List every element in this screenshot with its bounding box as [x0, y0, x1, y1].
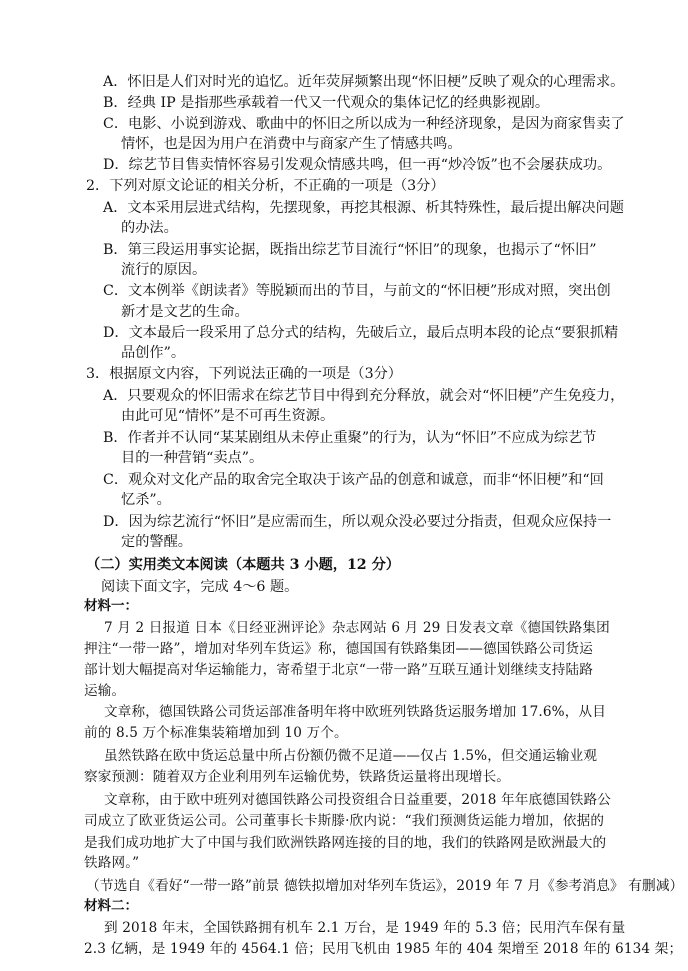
option-line: C．观众对文化产品的取舍完全取决于该产品的创意和诚意，而非“怀旧梗”和“回: [103, 472, 604, 488]
paragraph-line: 铁路网。”: [84, 855, 140, 871]
option-line: A．只要观众的怀旧需求在综艺节目中得到充分释放，就会对“怀旧梗”产生免疫力，: [103, 388, 625, 404]
option-line: C．文本例举《朗读者》等脱颖而出的节目，与前文的“怀旧梗”形成对照，突出创: [103, 283, 611, 299]
question-line: 2．下列对原文论证的相关分析，不正确的一项是（3分）: [86, 178, 445, 194]
section-heading: （二）实用类文本阅读（本题共 3 小题，12 分）: [86, 557, 400, 573]
paragraph-line: 司成立了欧亚货运公司。公司董事长卡斯滕·欣内说：“我们预测货运能力增加，依据的: [84, 813, 605, 829]
paragraph-line: 察家预测：随着双方企业利用列车运输优势，铁路货运量将出现增长。: [84, 769, 511, 785]
question-line: 3．根据原文内容，下列说法正确的一项是（3分）: [86, 366, 402, 382]
paragraph-line: 文章称，德国铁路公司货运部准备明年将中欧班列铁路货运服务增加 17.6%，从目: [104, 704, 606, 720]
option-line: 目的一种营销“卖点”。: [121, 450, 264, 466]
option-line: 由此可见“情怀”是不可再生资源。: [121, 408, 335, 424]
paragraph-line: 7 月 2 日报道 日本《日经亚洲评论》杂志网站 6 月 29 日发表文章《德国铁路集团: [104, 620, 610, 636]
instruction-line: 阅读下面文字，完成 4～6 题。: [101, 579, 299, 595]
option-line: 的办法。: [121, 220, 178, 236]
paragraph-line: 2.3 亿辆，是 1949 年的 4564.1 倍；民用飞机由 1985 年的 404 架增至 2018 年的 6134 架；: [84, 941, 683, 957]
option-line: A．文本采用层进式结构，先摆现象，再挖其根源、析其特殊性，最后提出解决问题: [103, 200, 624, 216]
option-line: D．因为综艺流行“怀旧”是应需而生，所以观众没必要过分指责，但观众应保持一: [103, 514, 612, 530]
paragraph-line: 到 2018 年末，全国铁路拥有机车 2.1 万台，是 1949 年的 5.3 倍；民用汽车保有量: [104, 920, 626, 936]
option-line: 忆杀”。: [121, 492, 171, 508]
source-citation: （节选自《看好“一带一路”前景 德铁拟增加对华列车货运》，2019 年 7 月《参考消息》 有删减）: [86, 878, 684, 894]
option-line: 情怀，也是因为用户在消费中与商家产生了情感共鸣。: [121, 136, 462, 152]
option-line: C．电影、小说到游戏、歌曲中的怀旧之所以成为一种经济现象，是因为商家售卖了: [103, 116, 625, 132]
option-line: 定的警醒。: [121, 534, 192, 550]
paragraph-line: 运输。: [84, 683, 126, 699]
option-line: D．文本最后一段采用了总分式的结构，先破后立，最后点明本段的论点“要狠抓精: [103, 325, 619, 341]
option-line: B．作者并不认同“某某剧组从未停止重聚”的行为，认为“怀旧”不应成为综艺节: [103, 430, 597, 446]
option-line: A．怀旧是人们对时光的追忆。近年荧屏频繁出现“怀旧梗”反映了观众的心理需求。: [103, 74, 625, 90]
option-line: D．综艺节目售卖情怀容易引发观众情感共鸣，但一再“炒冷饭”也不会屡获成功。: [103, 157, 612, 173]
option-line: 品创作”。: [121, 345, 186, 361]
paragraph-line: 文章称，由于欧中班列对德国铁路公司投资组合日益重要，2018 年年底德国铁路公: [104, 792, 611, 808]
paragraph-line: 虽然铁路在欧中货运总量中所占份额仍微不足道——仅占 1.5%，但交通运输业观: [104, 748, 598, 764]
option-line: B．经典 IP 是指那些承载着一代又一代观众的集体记忆的经典影视剧。: [103, 95, 550, 111]
material-heading: 材料二：: [84, 898, 138, 914]
paragraph-line: 押注“一带一路”，增加对华列车货运》称，德国国有铁路集团——德国铁路公司货运: [84, 641, 593, 657]
material-heading: 材料一：: [84, 598, 138, 614]
option-line: B．第三段运用事实论据，既指出综艺节目流行“怀旧”的现象，也揭示了“怀旧”: [103, 242, 597, 258]
paragraph-line: 是我们成功地扩大了中国与我们欧洲铁路网连接的目的地，我们的铁路网是欧洲最大的: [84, 835, 607, 851]
paragraph-line: 前的 8.5 万个标准集装箱增加到 10 万个。: [84, 725, 348, 741]
option-line: 新才是文艺的生命。: [121, 304, 249, 320]
option-line: 流行的原因。: [121, 262, 207, 278]
paragraph-line: 部计划大幅提高对华运输能力，寄希望于北京“一带一路”互联互通计划继续支持陆路: [84, 662, 593, 678]
